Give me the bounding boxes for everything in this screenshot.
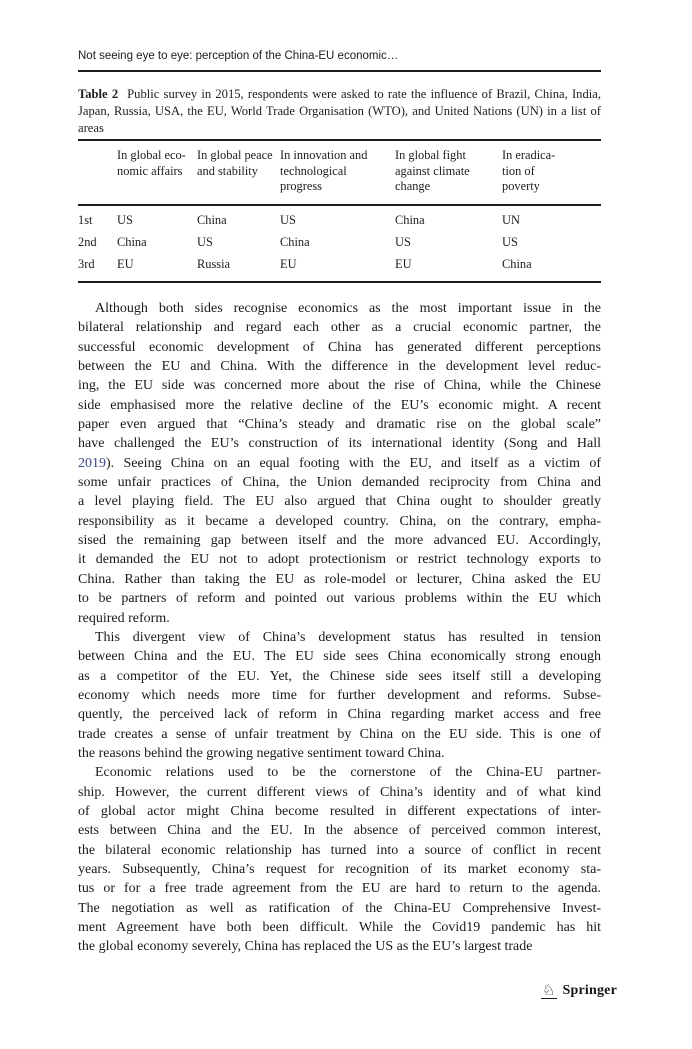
text-line: a level playing field. The EU also argued that China ought to shoulder greatly [78,494,601,510]
table-cell: China [280,234,310,249]
table-cell: China [117,234,147,249]
text-line: of global actor might China become resulted in different expectations of inter- [78,803,601,819]
citation-link[interactable]: 2019 [78,455,106,471]
table-cell: China [395,212,425,227]
table-label: Table 2 [78,87,119,101]
text-line: ing, the EU side was concerned more about the rise of China, while the Chinese [78,378,601,394]
text-line: have challenged the EU’s construction of its international identity (Song and Hall [78,436,601,452]
table-cell: China [502,256,532,271]
text-line: This divergent view of China’s development status has resulted in tension [95,629,601,645]
table-row [78,205,601,232]
text-line: China. Rather than taking the EU as role-model or lecturer, China asked the EU [78,571,601,587]
text-line: ship. However, the current different views of China’s identity and of what kind [78,784,601,800]
table-cell: US [280,212,296,227]
text-line: economy which needs more time for further development and reforms. Subse- [78,687,601,703]
table-cell: China [197,212,227,227]
text-line: quently, the perceived lack of reform in China regarding market access and free [78,707,601,723]
springer-knight-icon: ♘ [542,981,556,999]
text-line: the global economy severely, China has replaced the US as the EU’s largest trade [78,939,533,955]
table-cell: EU [280,256,297,271]
table-caption-text: Public survey in 2015, respondents were asked to rate the influence of Brazil, China, India, Japan, Russia, USA, the EU, World Trade Organisation (WTO), and United Nations (UN) in a list of areas [78,87,601,135]
text-line: the bilateral economic relationship has turned into a source of conflict in recent [78,842,601,858]
table-cell: Russia [197,256,231,271]
table-cell: UN [502,212,520,227]
table-header-cell: In global fight against climate change [395,140,502,205]
text-line: between China and the EU. The EU side sees China economically strong enough [78,649,601,665]
text-line: it demanded the EU not to adopt protectionism or restrict technology exports to [78,552,601,568]
text-line: to be partners of reform and pointed out various problems within the EU which [78,591,601,607]
influence-ranking-table [78,139,601,283]
text-line: sised the remaining gap between itself and the more advanced EU. Accordingly, [78,533,601,549]
text-line: ment Agreement have both been difficult. While the Covid19 pandemic has hit [78,920,601,935]
text-line: the reasons behind the growing negative sentiment toward China. [78,745,445,761]
text-line: The negotiation as well as ratification of the China-EU Comprehensive Invest- [78,900,601,916]
table-cell: US [117,212,133,227]
rank-cell: 1st [78,212,93,227]
text-line: tus or for a free trade agreement from the EU are hard to return to the agenda. [78,881,601,897]
text-line: side emphasised more the relative decline of the EU’s economic might. A recent [78,397,601,413]
text-line: Although both sides recognise economics as the most important issue in the [95,301,601,316]
text-line: required reform. [78,610,170,626]
text-line: bilateral relationship and regard each other as a crucial economic partner, the [78,320,601,336]
table-cell: EU [117,256,134,271]
table-row [78,253,601,282]
text-line: ests between China and the EU. In the absence of perceived common interest, [78,823,601,839]
text-line: trade creates a sense of unfair treatment by China on the EU side. This is one of [78,726,601,742]
table-header-cell: In innovation and technological progress [280,140,395,205]
text-line: years. Subsequently, China’s request for recognition of its market economy sta- [78,861,601,877]
table-header-cell: In eradica- tion of poverty [502,140,601,205]
publisher-footer [541,982,617,999]
table-row [78,231,601,253]
text-line: paper even argued that “China’s steady and dramatic rise on the global scale” [78,417,601,433]
header-rule [78,70,601,72]
table-header-cell: In global peace and stability [197,140,280,205]
table-caption [78,86,601,137]
rank-cell: 3rd [78,256,95,271]
rank-cell: 2nd [78,234,97,249]
text-line: between the EU and China. With the difference in the development level reduc- [78,359,601,375]
table-cell: US [395,234,411,249]
table-cell: EU [395,256,412,271]
article-body [78,299,601,957]
text-line: as a competitor of the EU. Yet, the Chinese side sees itself still a developing [78,668,601,684]
text-line: some unfair practices of China, the Union demanded reciprocity from China and [78,475,601,491]
text-line: successful economic development of China has generated different perceptions [78,339,601,355]
text-line: Economic relations used to be the cornerstone of the China-EU partner- [95,765,601,781]
table-cell: US [197,234,213,249]
table-cell: US [502,234,518,249]
rank-header-cell [78,140,117,205]
text-line: 2019). Seeing China on an equal footing with the EU, and itself as a victim of [78,455,601,471]
table-header-cell: In global eco- nomic affairs [117,140,197,205]
running-head: Not seeing eye to eye: perception of the China-EU economic… [78,50,399,62]
table-header-row [78,140,601,205]
text-line: responsibility as it became a developed country. China, on the contrary, empha- [78,513,601,529]
springer-logo-text: Springer [562,983,617,998]
